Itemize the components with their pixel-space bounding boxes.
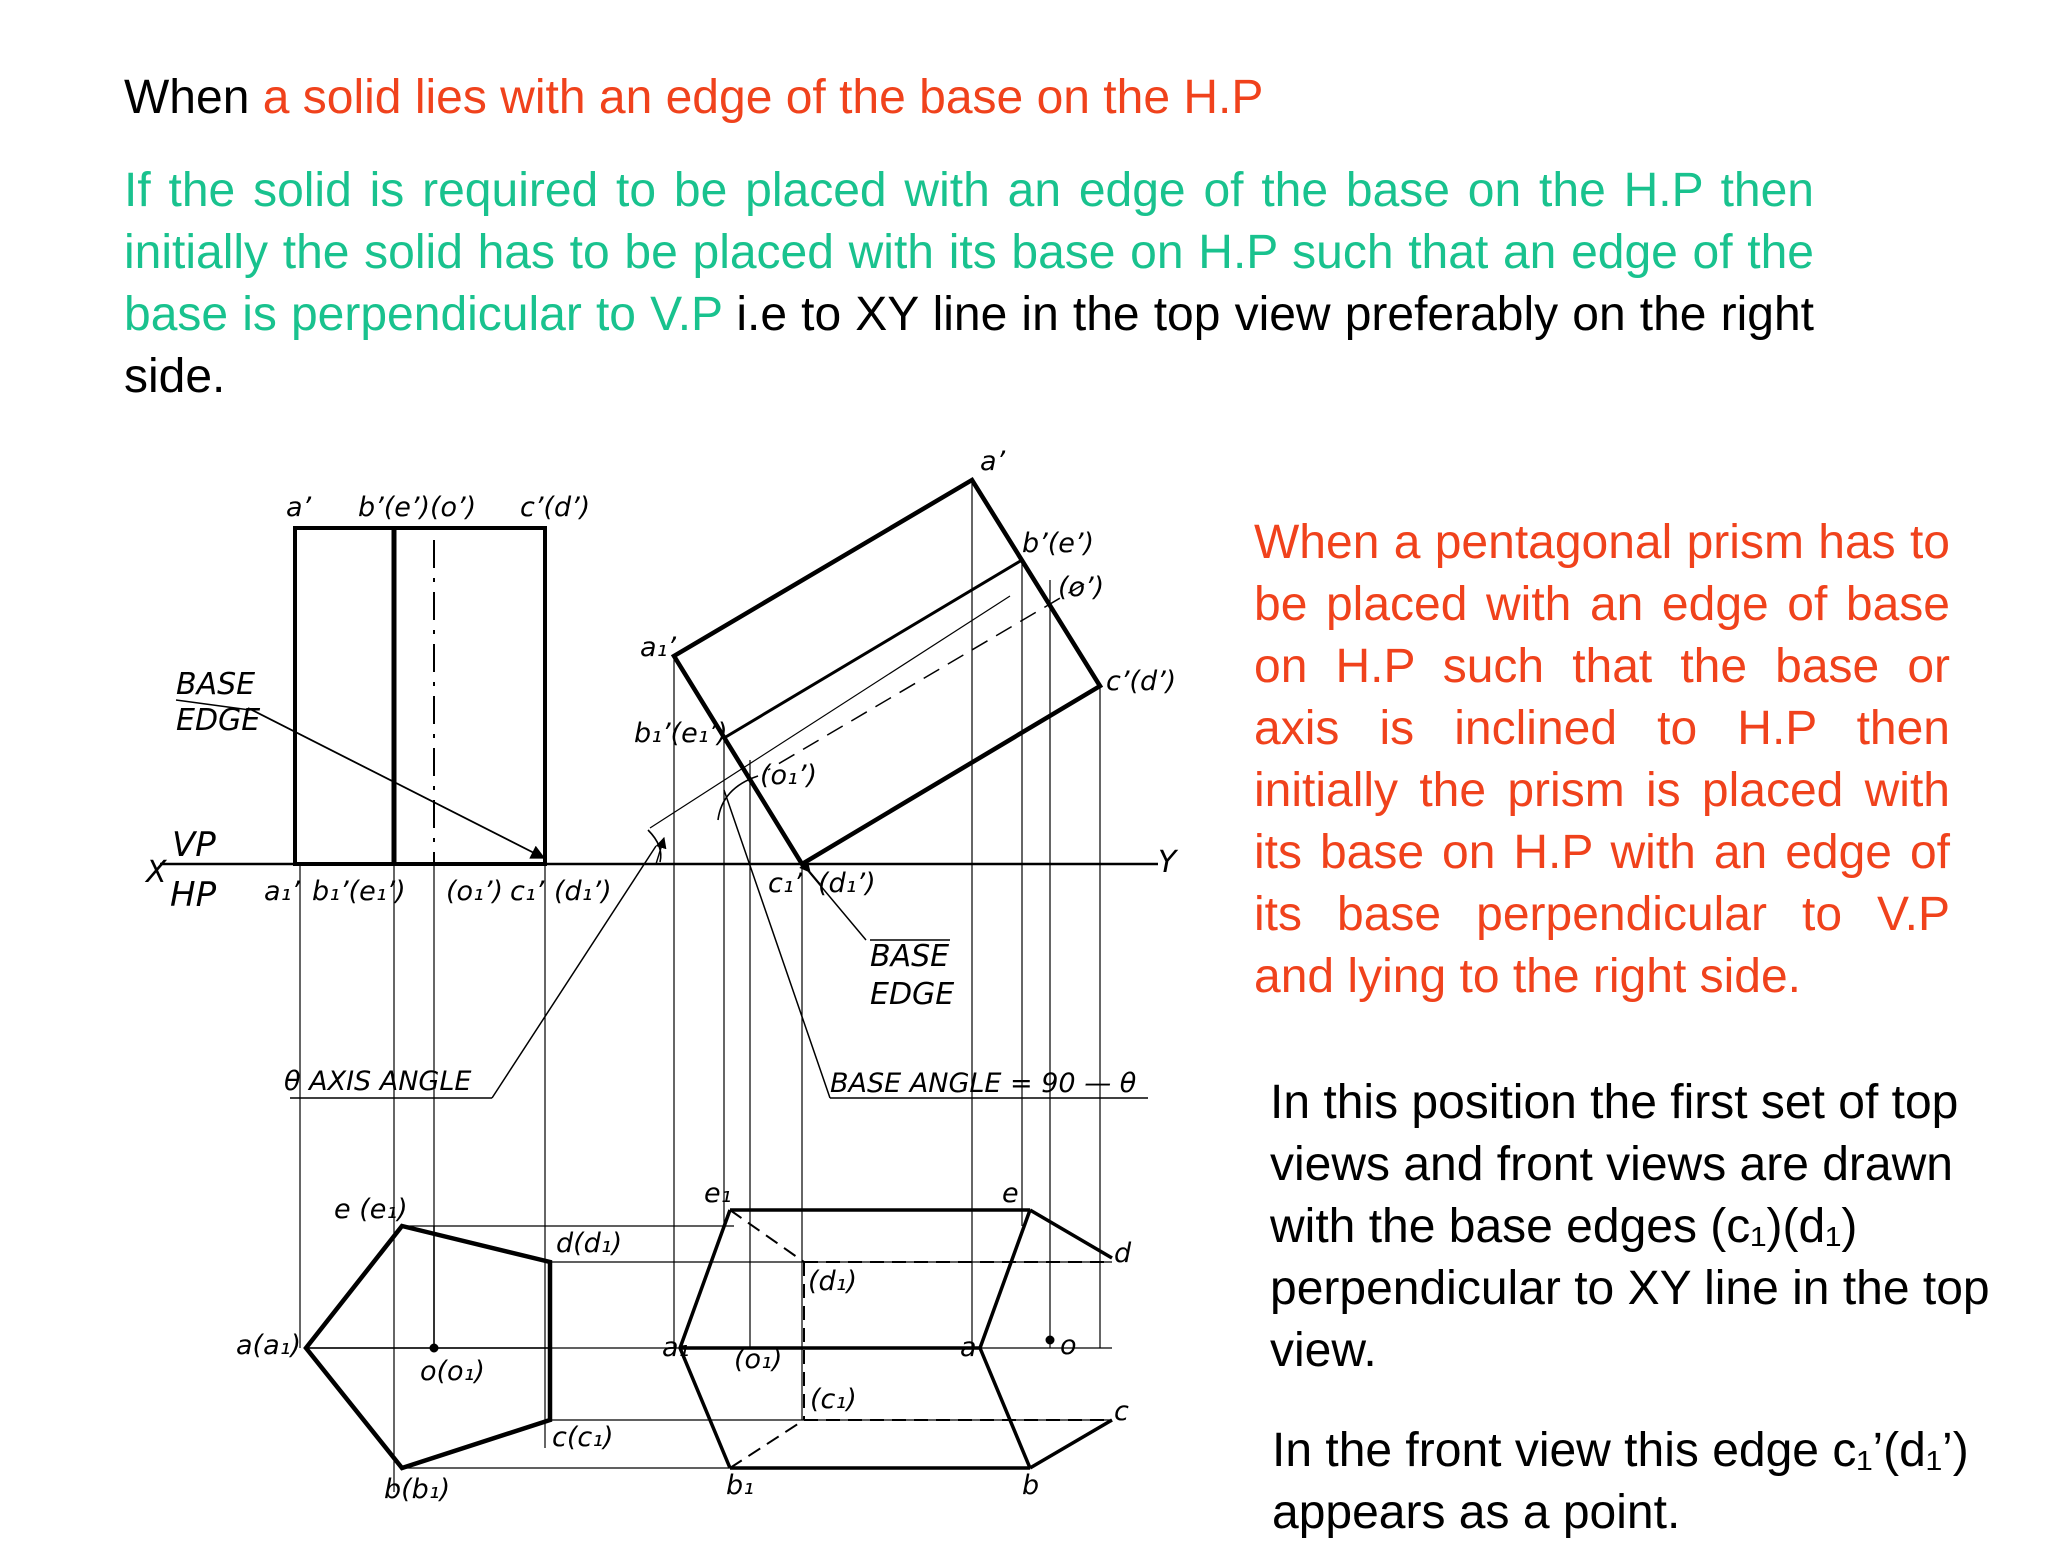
side-black-paragraph-1: In this position the first set of top views and front views are drawn with the base edges (c₁)(d₁) perpendicular to XY line in the top view. <box>1270 1076 1990 1377</box>
label-base-angle: BASE ANGLE = 90 — θ <box>830 1068 1137 1099</box>
label-o-dash-right: (o’) <box>1058 572 1105 603</box>
label-vp: VP <box>172 825 216 865</box>
intro-black-text: i.e to XY line in the top view preferably on the right side. <box>124 288 1814 403</box>
label-b1: b₁ <box>726 1470 754 1501</box>
intro-green-text: If the solid is required to be placed with an edge of the base on the H.P then initially the solid has to be placed with its base on H.P such that an edge of the base is perpendicular to V.P <box>124 164 1814 341</box>
label-base-right-2: EDGE <box>870 977 955 1012</box>
label-a1: a₁ <box>662 1332 690 1363</box>
label-o1-dash: (o₁’) <box>446 876 503 907</box>
heading-highlight: a solid lies with an edge of the base on the H.P <box>262 71 1264 124</box>
side-black-paragraph-2: In the front view this edge c₁’(d₁’) appears as a point. <box>1272 1424 1969 1539</box>
front-view-initial <box>295 528 545 864</box>
side-red-paragraph: When a pentagonal prism has to be placed with an edge of base on H.P such that the base or axis is inclined to H.P then initially the prism is placed with its base on H.P with an edge of its base perpendicular to V.P and lying to the right side. <box>1254 516 1950 1003</box>
label-o-o1: o(o₁) <box>420 1356 485 1387</box>
label-c-d-dash: c’(d’) <box>520 492 591 523</box>
label-d: d <box>1114 1238 1132 1269</box>
label-c: c <box>1114 1396 1129 1427</box>
label-x: X <box>146 855 167 890</box>
label-o1-dash-right: (o₁’) <box>760 760 817 791</box>
label-y: Y <box>1158 845 1177 880</box>
label-a: a <box>960 1332 977 1363</box>
label-d1-dash: (d₁’) <box>554 876 612 907</box>
label-b1-e1-dash: b₁’(e₁’) <box>312 876 406 907</box>
label-a1-dash: a₁’ <box>264 876 300 907</box>
label-base-left-1: BASE <box>176 667 256 702</box>
label-c1-dash: c₁’ <box>510 876 545 907</box>
label-hp: HP <box>170 875 217 915</box>
label-d1-dash-right: (d₁’) <box>818 868 876 899</box>
label-a-a1: a(a₁) <box>236 1330 301 1361</box>
label-c1-dash-right: c₁’ <box>768 868 803 899</box>
label-b-e-dash: b’(e’) <box>358 492 430 523</box>
label-axis-angle: θ AXIS ANGLE <box>284 1066 472 1097</box>
label-o1-paren: (o₁) <box>734 1344 783 1375</box>
base-angle-construction <box>718 776 1148 1098</box>
top-view-initial <box>306 1226 550 1468</box>
label-a-dash: a’ <box>286 492 312 523</box>
label-o-dash: (o’) <box>430 492 477 523</box>
label-o: o <box>1060 1330 1077 1361</box>
label-e1: e₁ <box>704 1178 732 1209</box>
label-b: b <box>1022 1470 1040 1501</box>
projectors-left <box>300 864 545 1492</box>
label-e-e1: e (e₁) <box>334 1194 408 1225</box>
label-c-c1: c(c₁) <box>552 1422 614 1453</box>
label-base-right-1: BASE <box>870 939 950 974</box>
top-view-final <box>680 1210 1112 1468</box>
label-a-dash-right: a’ <box>980 446 1006 477</box>
label-c1-paren: (c₁) <box>810 1384 857 1415</box>
label-b-b1: b(b₁) <box>384 1474 451 1505</box>
label-b1-e1-dash-right: b₁’(e₁’) <box>634 718 728 749</box>
label-d1-paren: (d₁) <box>808 1266 858 1297</box>
label-d-d1: d(d₁) <box>556 1228 623 1259</box>
axis-angle-construction <box>290 596 1010 1098</box>
label-base-left-2: EDGE <box>176 703 261 738</box>
label-b-e-dash-right: b’(e’) <box>1022 528 1094 559</box>
label-a1-dash-right: a₁’ <box>640 632 676 663</box>
label-c-d-dash-right: c’(d’) <box>1106 666 1177 697</box>
label-e: e <box>1002 1178 1019 1209</box>
heading-prefix: When <box>124 71 263 124</box>
